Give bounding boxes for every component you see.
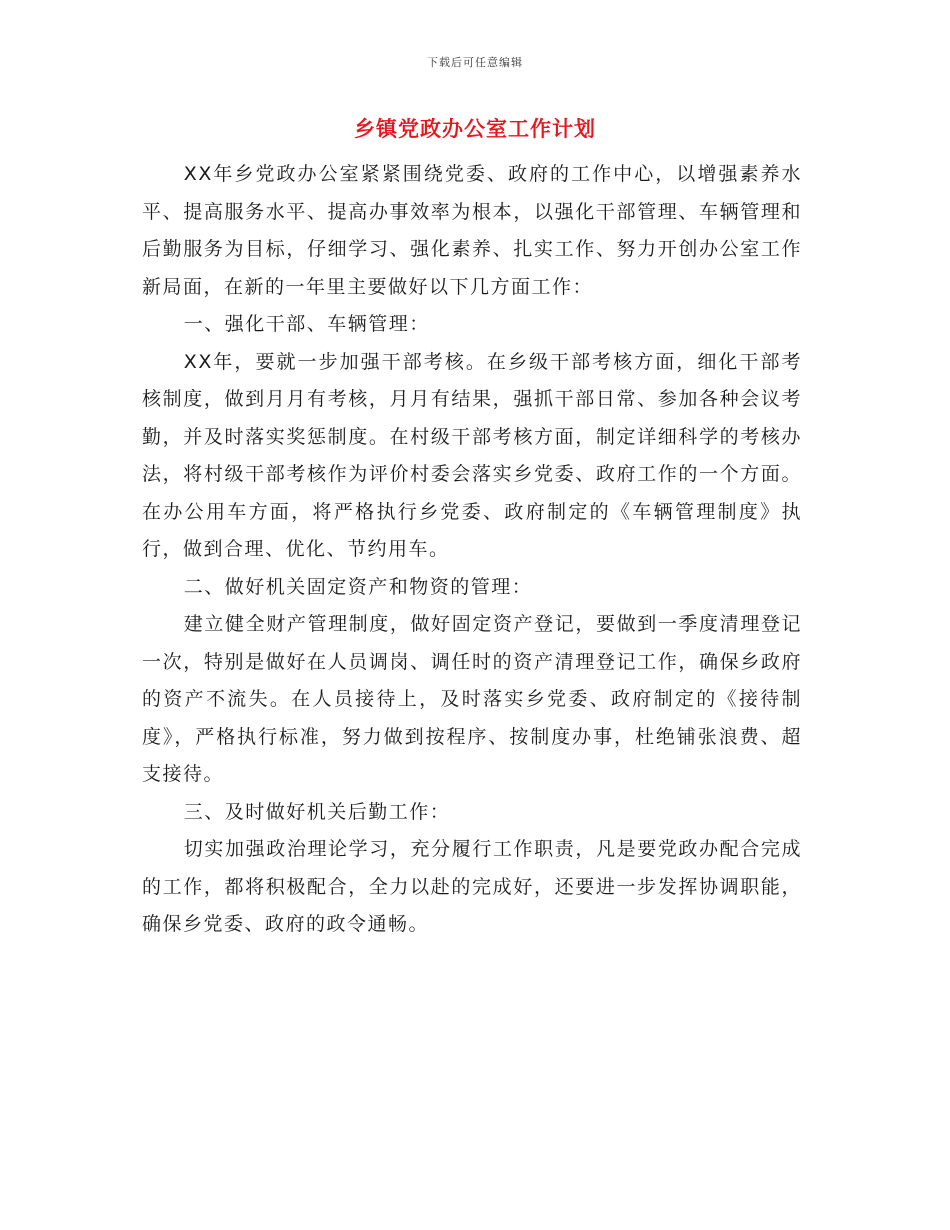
document-title: 乡镇党政办公室工作计划: [354, 117, 596, 141]
download-note: 下载后可任意编辑: [427, 56, 523, 69]
section-heading-2: 二、做好机关固定资产和物资的管理：: [183, 575, 533, 598]
intro-paragraph: XX年乡党政办公室紧紧围绕党委、政府的工作中心，以增强素养水平、提高服务水平、提高办事效率为根本，以强化干部管理、车辆管理和后勤服务为目标，仔细学习、强化素养、扎实工作、努力开创办公室工作新局面，在新的一年里主要做好以下几方面工作：: [142, 163, 802, 298]
section-body-2: 建立健全财产管理制度，做好固定资产登记，要做到一季度清理登记一次，特别是做好在人员调岗、调任时的资产清理登记工作，确保乡政府的资产不流失。在人员接待上，及时落实乡党委、政府制定的《接待制度》，严格执行标准，努力做到按程序、按制度办事，杜绝铺张浪费、超支接待。: [142, 613, 802, 785]
section-heading-3: 三、及时做好机关后勤工作：: [183, 800, 451, 823]
section-body-1: XX年，要就一步加强干部考核。在乡级干部考核方面，细化干部考核制度，做到月月有考核，月月有结果，强抓干部日常、参加各种会议考勤，并及时落实奖惩制度。在村级干部考核方面，制定详细科学的考核办法，将村级干部考核作为评价村委会落实乡党委、政府工作的一个方面。在办公用车方面，将严格执行乡党委、政府制定的《车辆管理制度》执行，做到合理、优化、节约用车。: [142, 350, 802, 560]
document-body: [142, 156, 802, 944]
section-heading-1: 一、强化干部、车辆管理：: [183, 313, 430, 335]
section-body-3: 切实加强政治理论学习，充分履行工作职责，凡是要党政办配合完成的工作，都将积极配合，全力以赴的完成好，还要进一步发挥协调职能，确保乡党委、政府的政令通畅。: [142, 838, 802, 935]
